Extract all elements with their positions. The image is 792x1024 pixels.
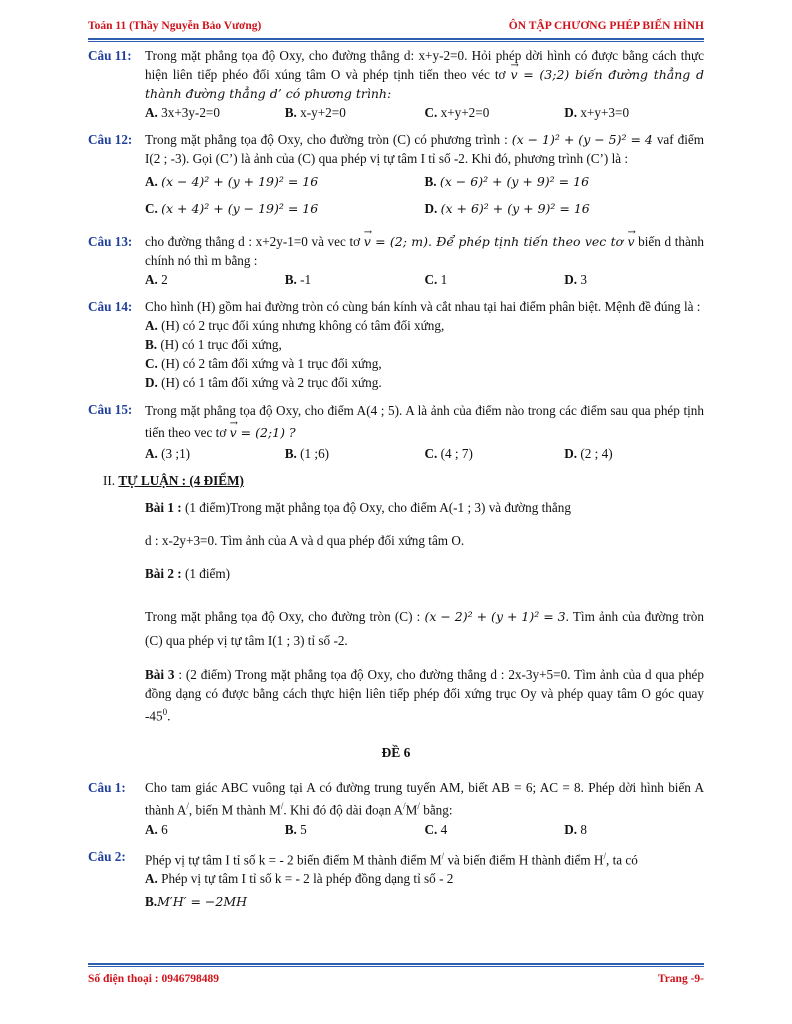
option-text: (H) có 2 tâm đối xứng và 1 trục đối xứng, xyxy=(157,356,382,371)
option-text: (3 ;1) xyxy=(157,446,191,461)
header-rule xyxy=(88,38,704,42)
option-text: (1 ;6) xyxy=(296,446,330,461)
option-d[interactable] xyxy=(564,820,704,839)
prime-mark: / xyxy=(280,801,284,812)
option-letter: A. xyxy=(145,871,158,887)
equation: (x − 1)² + (y − 5)² = 4 xyxy=(511,132,653,147)
question-text xyxy=(145,400,704,444)
question-label: Câu 15: xyxy=(88,402,133,417)
prime-mark: / xyxy=(603,850,606,861)
question-text xyxy=(145,46,704,103)
option-letter: B. xyxy=(284,272,297,287)
options-row xyxy=(145,820,704,839)
equation: (x − 2)² + (y + 1)² = 3 xyxy=(424,609,566,624)
option-d[interactable] xyxy=(564,444,704,463)
text-part: = (2;1) ? xyxy=(236,425,296,440)
option-a[interactable] xyxy=(145,444,285,463)
prime-mark: / xyxy=(417,801,420,812)
option-c[interactable] xyxy=(425,270,565,289)
question-1 xyxy=(88,778,704,838)
option-letter: B. xyxy=(145,337,158,352)
option-text: 8 xyxy=(577,821,587,837)
option-a[interactable] xyxy=(145,869,704,888)
option-letter: B. xyxy=(424,174,437,189)
option-a[interactable] xyxy=(145,820,285,839)
question-15 xyxy=(88,400,704,463)
option-b[interactable] xyxy=(285,270,425,289)
option-text: (H) có 1 tâm đối xứng và 2 trục đối xứng. xyxy=(157,375,382,390)
option-text: -1 xyxy=(296,272,312,287)
exercise-text: . Tìm ảnh của đường tròn (C) qua phép vị tự tâm I(1 ; 3) tỉ số -2. xyxy=(145,609,704,648)
section-title: TỰ LUẬN : (4 ĐIỂM) xyxy=(118,473,244,488)
text-part: bằng: xyxy=(419,802,453,818)
options-row xyxy=(145,199,704,218)
exercise-score: (1 điểm) xyxy=(181,566,230,581)
exercise-1 xyxy=(88,498,704,550)
options-row xyxy=(145,444,704,463)
option-d[interactable] xyxy=(564,270,704,289)
text-part: vaf điểm I(2 ; -3). Gọi (C’) là ảnh của (C) qua phép vị tự tâm I tỉ số -2. Khi đó, phương trình (C’) là : xyxy=(145,132,704,166)
text-part: . Khi đó độ dài đoạn A xyxy=(283,802,404,818)
prime-mark: / xyxy=(186,801,189,812)
vector-v: → v xyxy=(511,65,518,84)
exercise-text: . xyxy=(167,708,171,724)
question-text xyxy=(145,232,704,270)
option-letter: D. xyxy=(564,105,578,120)
page-header xyxy=(88,18,704,36)
option-a[interactable] xyxy=(145,270,285,289)
option-b[interactable] xyxy=(425,172,705,191)
text-part: Cho tam giác ABC vuông tại A có đường trung tuyến AM, biết AB = 6; AC = 8. Phép dời hình biến A thành A xyxy=(145,780,704,818)
option-b[interactable] xyxy=(285,444,425,463)
option-text: M′H′ = −2MH xyxy=(157,894,248,910)
options-row xyxy=(145,103,704,122)
option-b[interactable] xyxy=(145,335,704,354)
text-part: Trong mặt phẳng tọa độ Oxy, cho điểm A(4 ; 5). A là ảnh của điểm nào trong các điểm sau qua phép tịnh tiến theo vec tơ xyxy=(145,403,704,440)
question-text xyxy=(145,778,704,819)
option-a[interactable] xyxy=(145,316,704,335)
option-letter: C. xyxy=(145,201,158,216)
option-text: 3x+3y-2=0 xyxy=(157,105,220,120)
option-letter: A. xyxy=(145,318,158,333)
footer-rule xyxy=(88,963,704,967)
option-c[interactable] xyxy=(425,103,565,122)
text-part: cho đường thẳng d : x+2y-1=0 và vec tơ xyxy=(145,234,364,249)
option-text: 4 xyxy=(437,821,448,837)
question-11 xyxy=(88,46,704,122)
option-letter: B. xyxy=(284,821,297,837)
header-left: Toán 11 (Thầy Nguyễn Bảo Vương) xyxy=(88,20,262,32)
option-text: (x − 4)² + (y + 19)² = 16 xyxy=(161,174,319,189)
question-text: Cho hình (H) gồm hai đường tròn có cùng bán kính và cắt nhau tại hai điểm phân biệt. Mệnh đề đúng là : xyxy=(145,299,701,314)
option-text: 6 xyxy=(157,821,168,837)
vector-v: → v xyxy=(364,232,371,251)
text-part: = (2; m). Để phép tịnh tiến theo vec tơ xyxy=(370,234,628,249)
vector-v: → v xyxy=(230,422,237,444)
options-row xyxy=(145,172,704,191)
option-letter: C. xyxy=(145,356,158,371)
option-letter: D. xyxy=(564,272,578,287)
option-text: (x − 6)² + (y + 9)² = 16 xyxy=(439,174,590,189)
option-a[interactable] xyxy=(145,103,285,122)
option-letter: C. xyxy=(424,272,438,287)
option-letter: D. xyxy=(564,446,578,461)
text-part: , ta có xyxy=(605,852,638,868)
exam-title: ĐỀ 6 xyxy=(381,745,411,761)
option-letter: A. xyxy=(145,821,158,837)
text-part: = (3;2) biến đường thẳng d thành đường thẳng d’ có phương trình: xyxy=(145,67,704,101)
option-letter: D. xyxy=(145,375,158,390)
question-label: Câu 14: xyxy=(88,299,133,314)
text-part: Phép vị tự tâm I tỉ số k = - 2 biến điểm M thành điểm M xyxy=(145,852,442,868)
option-letter: A. xyxy=(145,174,158,189)
exercise-2 xyxy=(88,564,704,653)
option-c[interactable] xyxy=(145,354,704,373)
text-part: , biến M thành M xyxy=(188,802,281,818)
page-number: Trang -9- xyxy=(657,973,704,985)
prime-mark: / xyxy=(441,850,445,861)
text-part: Trong mặt phẳng tọa độ Oxy, cho đường tròn (C) có phương trình : xyxy=(145,132,512,147)
option-letter: B. xyxy=(284,446,297,461)
prime-mark: / xyxy=(403,801,406,812)
vector-v: → v xyxy=(627,232,634,251)
question-label: Câu 12: xyxy=(88,132,133,147)
option-c[interactable] xyxy=(425,444,565,463)
question-label: Câu 11: xyxy=(88,48,132,63)
options-row xyxy=(145,270,704,289)
option-text: Phép vị tự tâm I tỉ số k = - 2 là phép đồng dạng tỉ số - 2 xyxy=(157,871,454,887)
footer-phone: Số điện thoại : 0946798489 xyxy=(88,973,219,985)
header-right: ÔN TẬP CHƯƠNG PHÉP BIẾN HÌNH xyxy=(508,20,704,32)
option-letter: A. xyxy=(145,446,158,461)
question-text xyxy=(145,847,704,869)
option-d[interactable] xyxy=(564,103,704,122)
exercise-label: Bài 3 xyxy=(145,667,175,682)
option-c[interactable] xyxy=(425,820,565,839)
option-text: 1 xyxy=(437,272,448,287)
option-text: 2 xyxy=(157,272,168,287)
degree-superscript: 0 xyxy=(162,707,168,717)
option-text: (2 ; 4) xyxy=(577,446,613,461)
question-13 xyxy=(88,232,704,289)
option-text: (H) có 2 trục đối xúng nhưng không có tâm đối xứng, xyxy=(157,318,445,333)
section-number: II. xyxy=(103,473,119,488)
option-text: (x + 6)² + (y + 9)² = 16 xyxy=(440,201,590,216)
exercise-text: : (2 điểm) Trong mặt phẳng tọa độ Oxy, cho đường thẳng d : 2x-3y+5=0. Tìm ảnh của d qua phép đồng dạng có được bằng cách thực hiện liên tiếp phép đối xứng trục Oy và phép quay tâm O góc quay -45 xyxy=(145,667,704,724)
option-c[interactable] xyxy=(145,199,425,218)
option-letter: D. xyxy=(424,201,438,216)
option-text: x+y+3=0 xyxy=(577,105,630,120)
text-part: Trong mặt phẳng tọa độ Oxy, cho đường thẳng d: x+y-2=0. Hỏi phép dời hình có được bằng cách thực hiện liên tiếp phéo đối xúng tâm O và phép tịnh tiến theo véc tơ xyxy=(145,48,704,82)
option-letter: D. xyxy=(564,821,578,837)
exercise-label: Bài 1 : xyxy=(145,500,182,515)
option-a[interactable] xyxy=(145,172,425,191)
option-letter: C. xyxy=(424,446,438,461)
option-b[interactable] xyxy=(285,103,425,122)
text-part: biến d thành chính nó thì m bằng : xyxy=(145,234,705,268)
option-letter: B. xyxy=(145,894,158,910)
question-label: Câu 13: xyxy=(88,234,133,249)
question-label: Câu 2: xyxy=(88,848,126,864)
exercise-3 xyxy=(88,665,704,725)
text-part: và biến điểm H thành điểm H xyxy=(444,852,604,868)
page-content xyxy=(88,46,704,919)
option-text: (x + 4)² + (y − 19)² = 16 xyxy=(161,201,319,216)
option-text: 5 xyxy=(296,821,307,837)
exercise-text: (1 điểm)Trong mặt phẳng tọa độ Oxy, cho điểm A(-1 ; 3) và đường thẳng xyxy=(181,500,571,515)
option-letter: A. xyxy=(145,105,158,120)
exercise-text: Trong mặt phẳng tọa độ Oxy, cho đường tròn (C) : xyxy=(145,609,425,624)
text-part: M xyxy=(405,802,418,818)
option-d[interactable] xyxy=(425,199,705,218)
question-14 xyxy=(88,297,704,392)
option-letter: C. xyxy=(424,821,438,837)
question-label: Câu 1: xyxy=(88,780,126,796)
option-d[interactable] xyxy=(145,373,704,392)
question-12 xyxy=(88,130,704,218)
exercise-text: d : x-2y+3=0. Tìm ảnh của A và d qua phép đối xứng tâm O. xyxy=(145,533,465,548)
question-text xyxy=(145,130,704,168)
option-text: x-y+2=0 xyxy=(296,105,346,120)
option-letter: B. xyxy=(284,105,297,120)
option-text: (H) có 1 trục đối xứng, xyxy=(157,337,282,352)
section-heading xyxy=(103,471,704,490)
option-letter: A. xyxy=(145,272,158,287)
option-b[interactable] xyxy=(145,892,704,911)
option-text: (4 ; 7) xyxy=(437,446,473,461)
option-b[interactable] xyxy=(285,820,425,839)
option-text: 3 xyxy=(577,272,587,287)
option-letter: C. xyxy=(424,105,438,120)
exercise-label: Bài 2 : xyxy=(145,566,182,581)
option-text: x+y+2=0 xyxy=(437,105,490,120)
options-list xyxy=(145,316,704,392)
question-2 xyxy=(88,847,704,911)
